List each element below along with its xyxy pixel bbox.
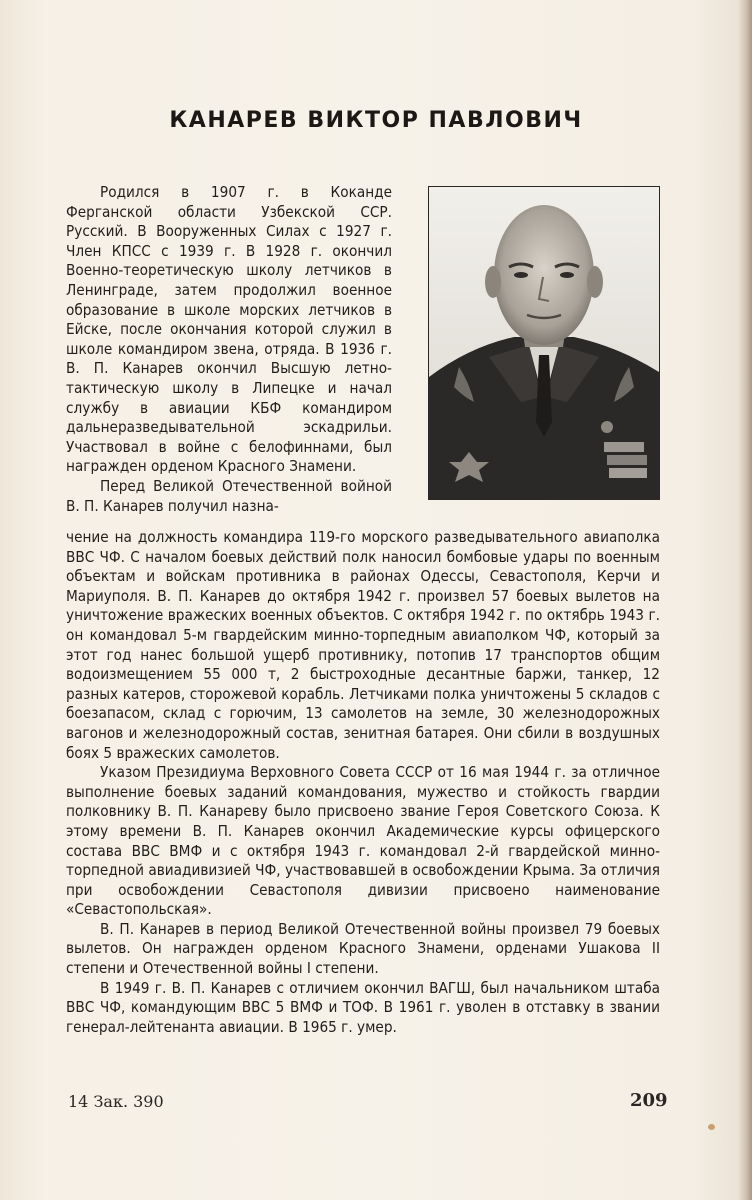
paragraph: В 1949 г. В. П. Канарев с отличием окончил ВАГШ, был начальником штаба ВВС ЧФ, командующим ВВС 5 ВМФ и ТОФ. В 1961 г. уволен в отставку в звании генерал-лейтенанта авиации. В 1965 г. умер. [66,978,660,1036]
paragraph: Родился в 1907 г. в Коканде Ферганской области Узбекской ССР. Русский. В Вооруженных Силах с 1927 г. Член КПСС с 1939 г. В 1928 г. окончил Военно-теоретическую школу летчиков в Ленинграде, затем продолжил военное образование в школе морских летчиков в Ейске, после окончания которой служил в школе командиром звена, отряда. В 1936 г. В. П. Канарев окончил Высшую летно-тактическую школу в Липецке и начал службу в авиации КБФ командиром дальнеразведывательной эскадрильи. Участвовал в войне с белофиннами, был награжден орденом Красного Знамени. [66,183,392,476]
biography-body [66,528,660,1037]
paragraph: чение на должность командира 119-го морского разведывательного авиаполка ВВС ЧФ. С началом боевых действий полк наносил бомбовые удары по военным объектам и войскам противника в районах Одессы, Севастополя, Керчи и Мариуполя. В. П. Канарев до октября 1942 г. произвел 57 боевых вылетов на уничтожение вражеских военных объектов. С октября 1942 г. по октябрь 1943 г. он командовал 5-м гвардейским минно-торпедным авиаполком ЧФ, который за этот год нанес большой ущерб противнику, потопив 17 транспортов общим водоизмещением 55 000 т, 2 быстроходные десантные баржи, танкер, 12 разных катеров, сторожевой корабль. Летчиками полка уничтожены 5 складов с боезапасом, склад с горючим, 13 самолетов на земле, 30 железнодорожных вагонов и железнодорожный состав, зенитная батарея. Они сбили в воздушных боях 5 вражеских самолетов. [66,528,660,762]
page-edge-shadow [738,0,752,1200]
print-order-mark: 14 Зак. 390 [68,1092,164,1111]
paragraph: В. П. Канарев в период Великой Отечественной войны произвел 79 боевых вылетов. Он награжден орденом Красного Знамени, орденами Ушакова II степени и Отечественной войны I степени. [66,919,660,978]
paragraph: Указом Президиума Верховного Совета СССР от 16 мая 1944 г. за отличное выполнение боевых заданий командования, мужество и стойкость гвардии полковнику В. П. Канареву было присвоено звание Героя Советского Союза. К этому времени В. П. Канарев окончил Академические курсы офицерского состава ВВС ВМФ и с октября 1943 г. командовал 2-й гвардейской минно-торпедной авиадивизией ЧФ, участвовавшей в освобождении Крыма. За отличия при освобождении Севастополя дивизии присвоено наименование «Севастопольская». [66,763,660,919]
page-title: КАНАРЕВ ВИКТОР ПАВЛОВИЧ [169,108,583,133]
paragraph: Перед Великой Отечественной войной В. П. Канарев получил назна- [66,476,392,515]
page-number: 209 [630,1090,668,1111]
biography-intro [66,183,392,516]
portrait-photo [428,186,660,500]
paper-stain [708,1124,715,1130]
